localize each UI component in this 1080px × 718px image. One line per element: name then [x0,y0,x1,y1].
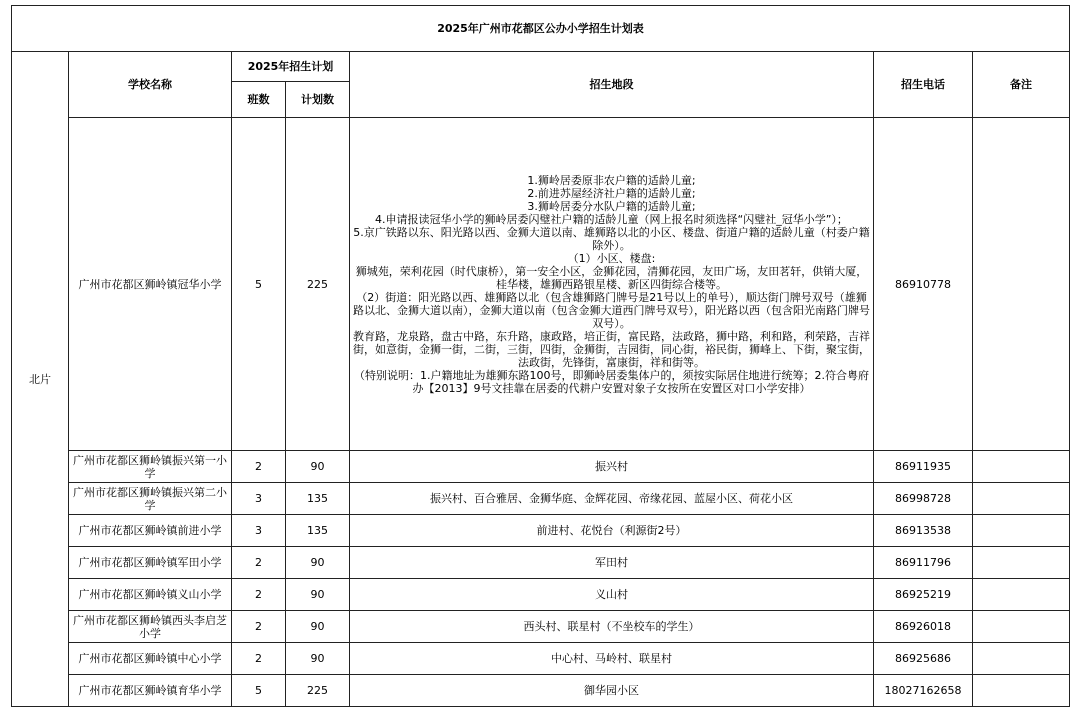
header-quota: 计划数 [286,82,350,118]
area-line: 教育路，龙泉路，盘古中路，东升路，康政路，培正街，富民路，法政路，狮中路，利和路，利荣路，吉祥街，如意街，金狮一街，二街，三街，四街，金狮街，吉园街，同心街，裕民街，狮峰上、下街，聚宝街，法政街，先锋街，富康街，祥和街等。 [353,329,870,369]
school-name-cell: 广州市花都区狮岭镇冠华小学 [69,118,232,451]
area-line: 狮城苑，荣利花园（时代康桥），第一安全小区，金狮花园，清狮花园，友田广场，友田茗轩，供销大厦，桂华楼，雄狮西路银星楼、新区四街综合楼等。 [355,264,868,291]
notes-cell [973,515,1070,547]
area-line: 1.狮岭居委原非农户籍的适龄儿童; [527,173,696,187]
region-cell: 北片 [12,52,69,707]
table-row [12,451,1070,483]
header-notes: 备注 [973,52,1070,118]
table-row [12,118,1070,451]
quota-cell: 135 [286,483,350,515]
area-line: 4.申请报读冠华小学的狮岭居委闪璧社户籍的适龄儿童（网上报名时须选择“闪璧社_冠华小学”）； [375,212,848,226]
enrollment-plan-table [11,5,1070,707]
table-row [12,579,1070,611]
quota-cell: 225 [286,118,350,451]
quota-cell: 90 [286,451,350,483]
area-line: （2）街道：阳光路以西、雄狮路以北（包含雄狮路门牌号是21号以上的单号），顺达街门牌号双号（雄狮路以北、金狮大道以南），金狮大道以南（包含金狮大道西门牌号双号），阳光路以西（包含阳光南路门牌号双号）。 [353,290,870,330]
area-cell [350,118,874,451]
classes-cell: 2 [232,547,286,579]
notes-cell [973,547,1070,579]
notes-cell [973,675,1070,707]
notes-cell [973,643,1070,675]
area-cell: 振兴村 [350,451,874,483]
phone-cell: 86925686 [874,643,973,675]
classes-cell: 5 [232,118,286,451]
quota-cell: 90 [286,643,350,675]
notes-cell [973,611,1070,643]
area-cell: 义山村 [350,579,874,611]
quota-cell: 90 [286,547,350,579]
notes-cell [973,451,1070,483]
table-row [12,643,1070,675]
school-name-cell: 广州市花都区狮岭镇育华小学 [69,675,232,707]
area-line: 5.京广铁路以东、阳光路以西、金狮大道以南、雄狮路以北的小区、楼盘、街道户籍的适龄儿童（村委户籍除外）。 [353,225,870,252]
quota-cell: 225 [286,675,350,707]
header-area: 招生地段 [350,52,874,118]
quota-cell: 90 [286,579,350,611]
classes-cell: 3 [232,515,286,547]
school-name-cell: 广州市花都区狮岭镇振兴第二小学 [69,483,232,515]
school-name-cell: 广州市花都区狮岭镇义山小学 [69,579,232,611]
table-row [12,515,1070,547]
notes-cell [973,483,1070,515]
table-row [12,547,1070,579]
area-cell: 中心村、马岭村、联星村 [350,643,874,675]
classes-cell: 2 [232,451,286,483]
phone-cell: 18027162658 [874,675,973,707]
area-line: （1）小区、楼盘: [567,251,656,265]
classes-cell: 2 [232,579,286,611]
area-cell: 前进村、花悦台（利源街2号） [350,515,874,547]
table-title: 2025年广州市花都区公办小学招生计划表 [12,6,1070,52]
area-line: 2.前进苏屋经济社户籍的适龄儿童; [527,186,696,200]
classes-cell: 5 [232,675,286,707]
notes-cell [973,118,1070,451]
notes-cell [973,579,1070,611]
phone-cell: 86911935 [874,451,973,483]
phone-cell: 86925219 [874,579,973,611]
quota-cell: 135 [286,515,350,547]
phone-cell: 86910778 [874,118,973,451]
school-name-cell: 广州市花都区狮岭镇前进小学 [69,515,232,547]
area-line: 3.狮岭居委分水队户籍的适龄儿童; [527,199,696,213]
classes-cell: 3 [232,483,286,515]
area-cell: 军田村 [350,547,874,579]
school-name-cell: 广州市花都区狮岭镇中心小学 [69,643,232,675]
phone-cell: 86998728 [874,483,973,515]
header-phone: 招生电话 [874,52,973,118]
school-name-cell: 广州市花都区狮岭镇西头李启芝小学 [69,611,232,643]
quota-cell: 90 [286,611,350,643]
area-cell: 振兴村、百合雅居、金狮华庭、金辉花园、帝缘花园、蓝屋小区、荷花小区 [350,483,874,515]
phone-cell: 86913538 [874,515,973,547]
classes-cell: 2 [232,643,286,675]
area-cell: 西头村、联星村（不坐校车的学生） [350,611,874,643]
classes-cell: 2 [232,611,286,643]
area-cell: 御华园小区 [350,675,874,707]
phone-cell: 86911796 [874,547,973,579]
header-plan-group: 2025年招生计划 [232,52,350,82]
table-row [12,675,1070,707]
table-row [12,611,1070,643]
header-school-name: 学校名称 [69,52,232,118]
school-name-cell: 广州市花都区狮岭镇军田小学 [69,547,232,579]
table-row [12,483,1070,515]
header-classes: 班数 [232,82,286,118]
school-name-cell: 广州市花都区狮岭镇振兴第一小学 [69,451,232,483]
area-line: （特别说明：1.户籍地址为雄狮东路100号，即狮岭居委集体户的，须按实际居住地进行统筹；2.符合粤府办【2013】9号文挂靠在居委的代耕户安置对象子女按所在安置区对口小学安排） [354,368,869,395]
phone-cell: 86926018 [874,611,973,643]
